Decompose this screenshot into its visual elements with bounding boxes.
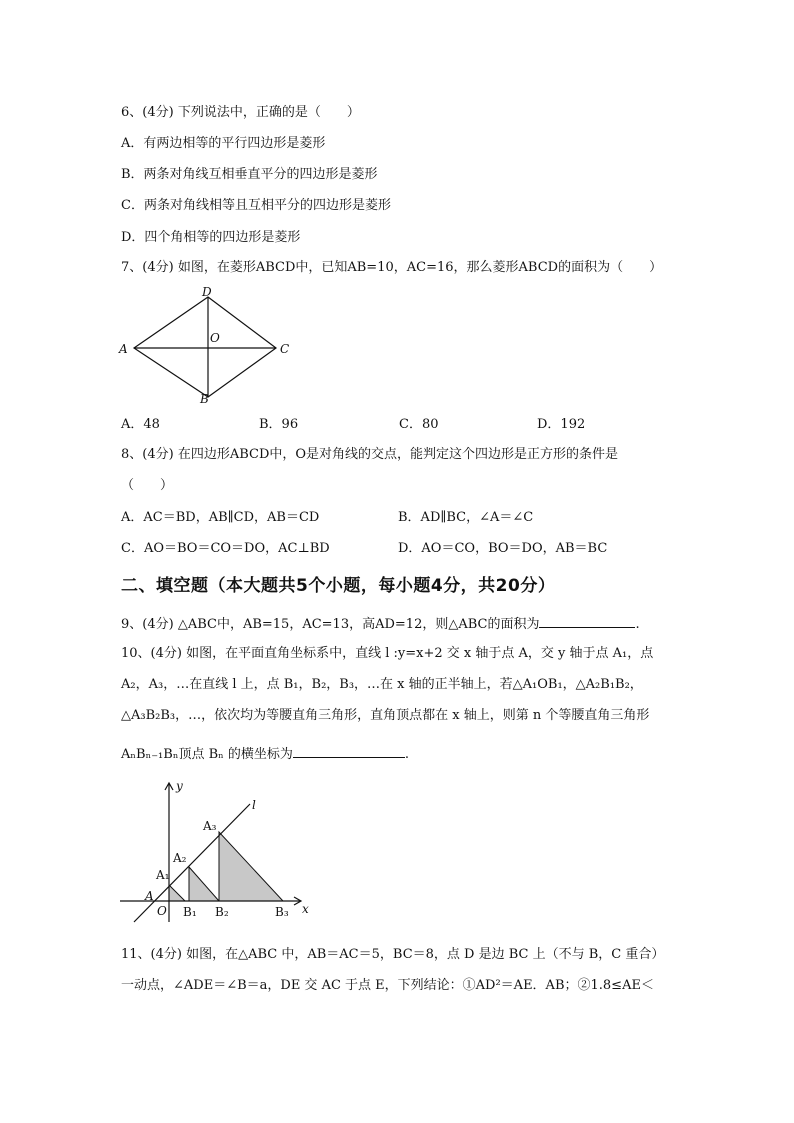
q9-stem: 9、(4分) △ABC中，AB=15，AC=13，高AD=12，则△ABC的面积为 [121, 617, 540, 632]
q8-option-b: B．AD∥BC，∠A＝∠C [398, 510, 534, 525]
q10-line1: 10、(4分) 如图，在平面直角坐标系中，直线 l :y=x+2 交 x 轴于点 A，交 y 轴于点 A₁，点 [121, 646, 654, 661]
q10-line4-wrap [121, 743, 409, 764]
label-l: l [252, 798, 256, 812]
q8-option-c: C．AO＝BO＝CO＝DO，AC⊥BD [121, 541, 330, 556]
label-a2: A₂ [173, 851, 187, 865]
label-y: y [176, 779, 183, 793]
section-title: 二、填空题（本大题共5个小题，每小题4分，共20分） [121, 576, 556, 596]
q10-answer-blank[interactable] [293, 743, 405, 758]
triangle-a2-b1-b2 [189, 867, 219, 901]
q10-line2: A₂，A₃，…在直线 l 上，点 B₁，B₂，B₃，…在 x 轴的正半轴上，若△A₁OB₁，△A₂B₁B₂， [121, 677, 643, 692]
q9-answer-blank[interactable] [539, 613, 635, 628]
rhombus-outline [134, 297, 276, 397]
label-o: O [157, 904, 167, 918]
q6-option-a: A．有两边相等的平行四边形是菱形 [121, 136, 326, 151]
label-a: A [145, 889, 154, 903]
label-x: x [302, 902, 309, 916]
coordinate-figure [112, 772, 322, 932]
q6-option-b: B．两条对角线互相垂直平分的四边形是菱形 [121, 167, 378, 182]
q7-option-c: C．80 [399, 417, 439, 432]
label-b2: B₂ [215, 905, 229, 919]
q7-option-a: A．48 [121, 417, 160, 432]
label-c: C [280, 342, 290, 356]
q11-line1: 11、(4分) 如图，在△ABC 中，AB＝AC＝5，BC＝8，点 D 是边 BC 上（不与 B，C 重合） [121, 947, 665, 962]
q10-line3: △A₃B₂B₃，…，依次均为等腰直角三角形，直角顶点都在 x 轴上，则第 n 个等腰直角三角形 [121, 708, 650, 723]
q10-end: . [404, 747, 410, 762]
triangle-a1-o-b1 [169, 885, 185, 901]
q11-line2: 一动点，∠ADE＝∠B＝a，DE 交 AC 于点 E，下列结论：①AD²＝AE．AB；②1.8≤AE＜ [121, 978, 654, 993]
label-d: D [202, 285, 212, 299]
label-b1: B₁ [183, 905, 197, 919]
q7-stem: 7、(4分) 如图，在菱形ABCD中，已知AB=10，AC=16，那么菱形ABCD的面积为（ ） [121, 260, 663, 275]
q9-end: . [635, 617, 640, 632]
q6-option-d: D．四个角相等的四边形是菱形 [121, 230, 301, 245]
q7-option-b: B．96 [259, 417, 299, 432]
q7-option-d: D．192 [537, 417, 586, 432]
q8-option-d: D．AO＝CO，BO＝DO，AB＝BC [398, 541, 608, 556]
q8-paren: （ ） [121, 478, 174, 493]
label-a1: A₁ [156, 868, 170, 882]
label-a3: A₃ [203, 819, 217, 833]
q8-stem: 8、(4分) 在四边形ABCD中，O是对角线的交点，能判定这个四边形是正方形的条件是 [121, 447, 619, 462]
q8-option-a: A．AC＝BD，AB∥CD，AB＝CD [121, 510, 320, 525]
q6-stem: 6、(4分) 下列说法中，正确的是（ ） [121, 105, 360, 120]
label-b3: B₃ [275, 905, 289, 919]
rhombus-figure [112, 285, 302, 405]
triangle-a3-b2-b3 [219, 832, 283, 901]
label-o: O [210, 331, 220, 345]
label-a: A [119, 342, 128, 356]
q10-line4: AₙBₙ₋₁Bₙ顶点 Bₙ 的横坐标为 [121, 747, 293, 762]
label-b: B [200, 392, 209, 405]
q6-option-c: C．两条对角线相等且互相平分的四边形是菱形 [121, 198, 391, 213]
q9-line [121, 613, 640, 634]
